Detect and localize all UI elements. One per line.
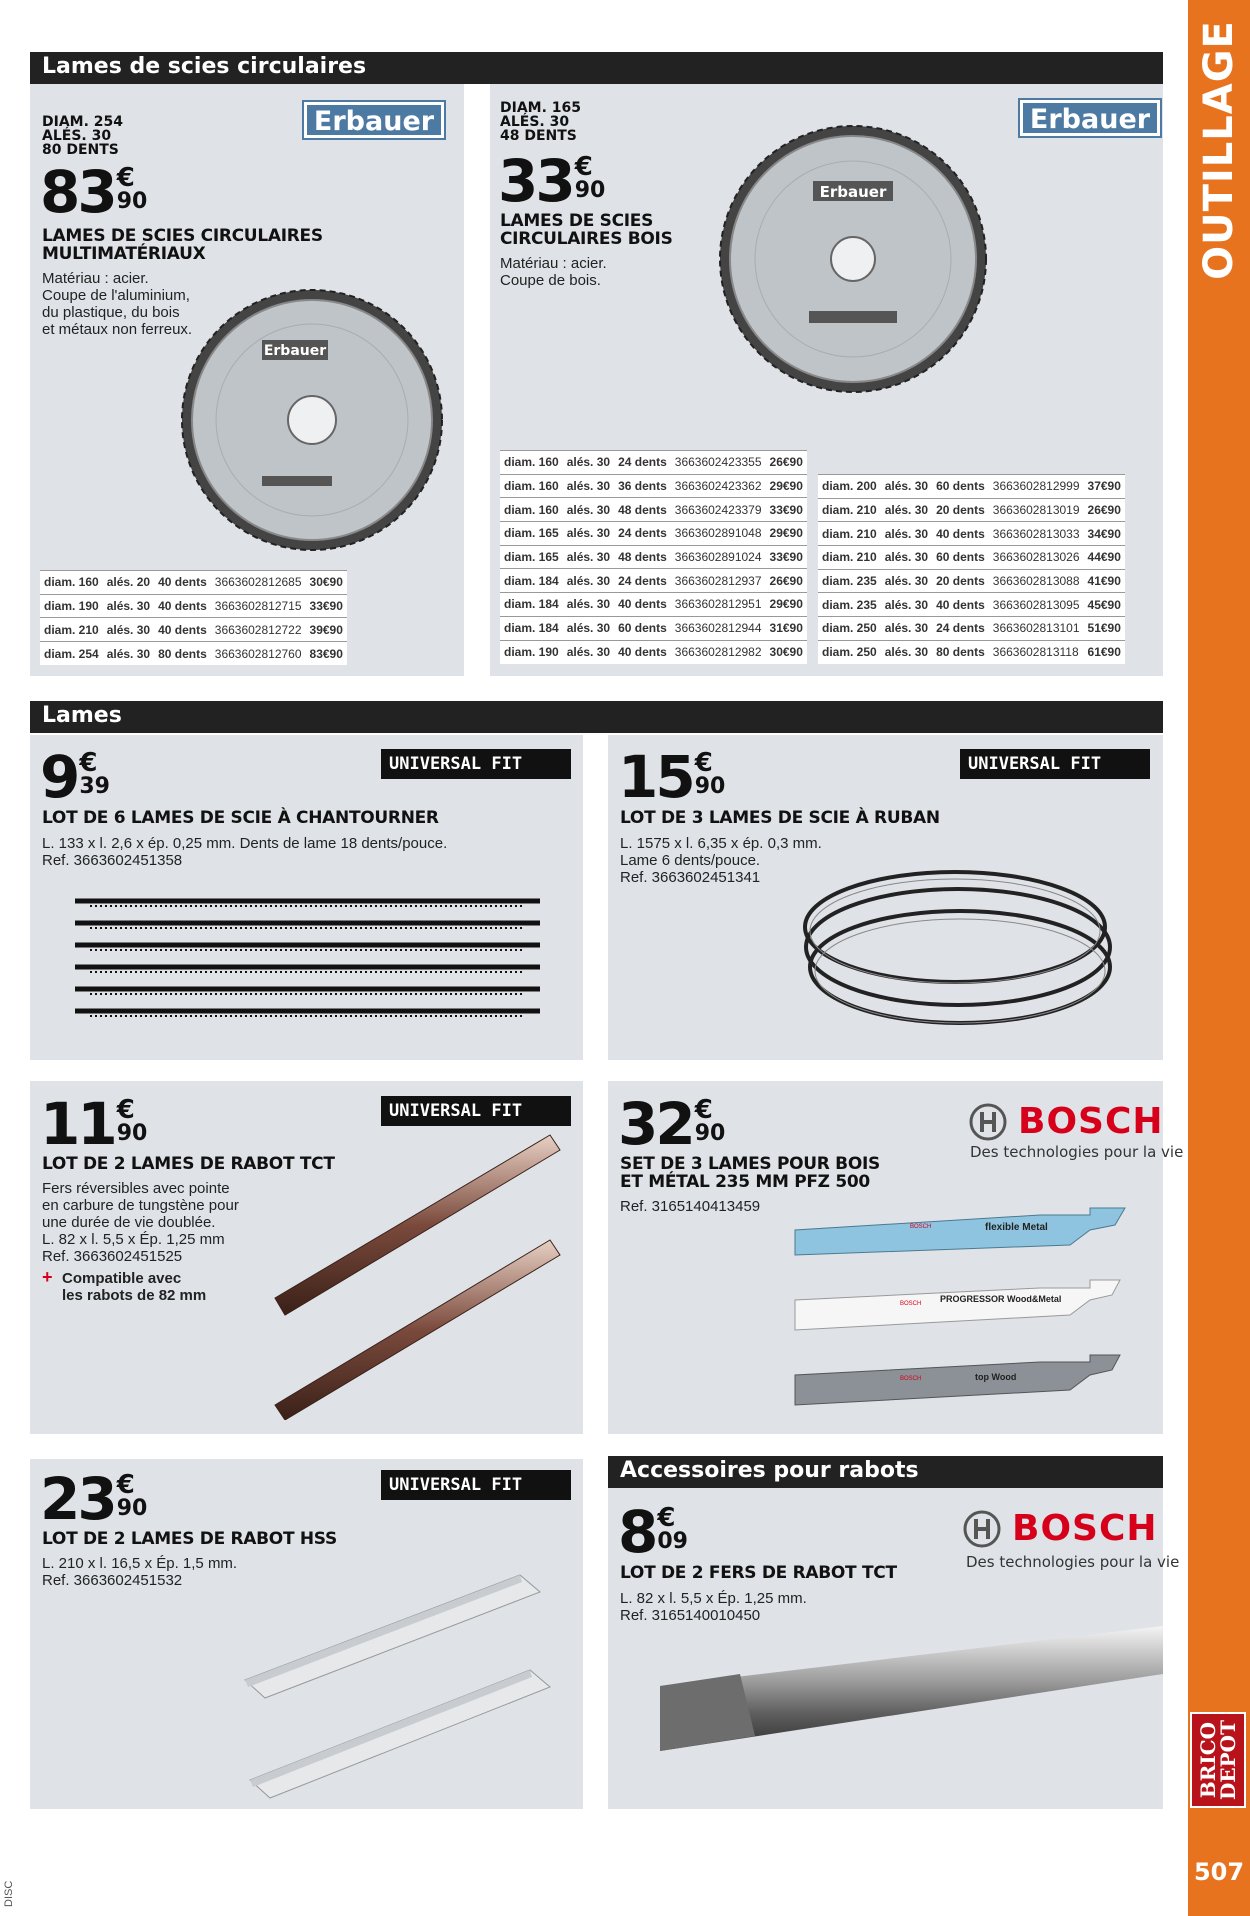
price: 83 € 90 (40, 158, 148, 226)
product-description: Fers réversibles avec pointe en carbure de tungstène pour une durée de vie doublée. L. 82 x l. 5,5 x Ép. 1,25 mm Ref. 3663602451525 (42, 1180, 239, 1265)
price: 33 € 90 (498, 147, 606, 215)
universal-fit-badge: UNIVERSAL FIT (381, 749, 571, 779)
product-title: LOT DE 3 LAMES DE SCIE À RUBAN (620, 808, 940, 828)
saw-blade-image (718, 124, 988, 394)
product-title: LAMES DE SCIES CIRCULAIRES MULTIMATÉRIAUX (42, 226, 323, 264)
bosch-tagline: Des technologies pour la vie (970, 1143, 1184, 1161)
section-header-circular: Lames de scies circulaires (30, 52, 1163, 84)
blade-label: Erbauer (263, 343, 327, 359)
product-spec: DIAM. 254 ALÉS. 30 80 DENTS (42, 114, 124, 158)
size-table (818, 474, 1125, 664)
price: 11 € 90 (40, 1090, 148, 1158)
product-description: L. 1575 x l. 6,35 x ép. 0,3 mm. Lame 6 dents/pouce. Ref. 3663602451341 (620, 835, 822, 886)
bosch-armature-icon (968, 1102, 1008, 1142)
saw-blade-image (180, 288, 444, 552)
price: 15 € 90 (618, 743, 726, 811)
product-title: LOT DE 2 LAMES DE RABOT HSS (42, 1529, 337, 1549)
brico-depot-logo: BRICO DEPOT (1190, 1712, 1246, 1808)
blade-label: Erbauer (819, 183, 887, 201)
table-row: diam. 190 alés. 30 40 dents 3663602812982 30€90 (500, 640, 807, 664)
table-row: diam. 184 alés. 30 24 dents 3663602812937 26€90 (500, 569, 807, 593)
compatibility-note: Compatible avec les rabots de 82 mm (62, 1270, 207, 1304)
bosch-logo: BOSCH (962, 1508, 1158, 1549)
erbauer-logo: Erbauer (304, 102, 444, 138)
erbauer-logo: Erbauer (1020, 100, 1160, 136)
table-row: diam. 160 alés. 20 40 dents 3663602812685 30€90 (40, 571, 347, 595)
section-header-rabots: Accessoires pour rabots (608, 1456, 1163, 1488)
table-row: diam. 160 alés. 30 24 dents 3663602423355 26€90 (500, 451, 807, 475)
plus-icon: + (42, 1267, 53, 1287)
size-table (500, 450, 807, 664)
product-description: Ref. 3165140413459 (620, 1198, 761, 1215)
product-description: L. 133 x l. 2,6 x ép. 0,25 mm. Dents de lame 18 dents/pouce. Ref. 3663602451358 (42, 835, 448, 869)
table-row: diam. 235 alés. 30 20 dents 3663602813088 41€90 (818, 569, 1125, 593)
table-row: diam. 184 alés. 30 60 dents 3663602812944 31€90 (500, 616, 807, 640)
price: 23 € 90 (40, 1465, 148, 1533)
price: 32 € 90 (618, 1090, 726, 1158)
product-title: LOT DE 6 LAMES DE SCIE À CHANTOURNER (42, 808, 439, 828)
category-label: OUTILLAGE (1196, 20, 1242, 280)
table-row: diam. 254 alés. 30 80 dents 3663602812760 83€90 (40, 642, 347, 666)
product-title: LOT DE 2 FERS DE RABOT TCT (620, 1563, 897, 1583)
table-row: diam. 250 alés. 30 80 dents 3663602813118 61€90 (818, 640, 1125, 664)
footer-code: DISC (3, 1880, 15, 1907)
table-row: diam. 165 alés. 30 48 dents 3663602891024 33€90 (500, 545, 807, 569)
side-band (1188, 0, 1250, 1916)
blade-label: flexible Metal (985, 1222, 1048, 1233)
section-header-lames: Lames (30, 701, 1163, 733)
universal-fit-badge: UNIVERSAL FIT (381, 1470, 571, 1500)
tct-planer-irons-image (660, 1626, 1163, 1756)
blade-brand: BOSCH (900, 1301, 922, 1307)
price: 8 € 09 (618, 1498, 688, 1566)
product-title: LAMES DE SCIES CIRCULAIRES BOIS (500, 211, 673, 249)
table-row: diam. 160 alés. 30 36 dents 3663602423362 29€90 (500, 474, 807, 498)
universal-fit-badge: UNIVERSAL FIT (960, 749, 1150, 779)
band-saw-blades-image (790, 855, 1120, 1040)
table-row: diam. 184 alés. 30 40 dents 3663602812951 29€90 (500, 593, 807, 617)
table-row: diam. 235 alés. 30 40 dents 3663602813095 45€90 (818, 593, 1125, 617)
product-description: Matériau : acier. Coupe de l'aluminium, du plastique, du bois et métaux non ferreux. (42, 270, 193, 338)
page-number: 507 (1193, 1858, 1245, 1886)
product-title: LOT DE 2 LAMES DE RABOT TCT (42, 1154, 335, 1174)
product-description: L. 82 x l. 5,5 x Ép. 1,25 mm. Ref. 3165140010450 (620, 1590, 807, 1624)
table-row: diam. 165 alés. 30 24 dents 3663602891048 29€90 (500, 522, 807, 546)
scroll-saw-blades-image (70, 893, 545, 1033)
table-row: diam. 250 alés. 30 24 dents 3663602813101 51€90 (818, 617, 1125, 641)
product-title: SET DE 3 LAMES POUR BOIS ET MÉTAL 235 MM PFZ 500 (620, 1154, 880, 1192)
planer-blades-image (265, 1130, 565, 1420)
table-row: diam. 210 alés. 30 40 dents 3663602812722 39€90 (40, 618, 347, 642)
blade-label: top Wood (975, 1372, 1017, 1382)
blade-brand: BOSCH (900, 1376, 922, 1382)
bosch-tagline: Des technologies pour la vie (966, 1553, 1180, 1571)
product-description: L. 210 x l. 16,5 x Ép. 1,5 mm. Ref. 3663602451532 (42, 1555, 238, 1589)
table-row: diam. 190 alés. 30 40 dents 3663602812715 33€90 (40, 594, 347, 618)
table-row: diam. 160 alés. 30 48 dents 3663602423379 33€90 (500, 498, 807, 522)
jigsaw-blades-image (790, 1200, 1130, 1420)
bosch-armature-icon (962, 1509, 1002, 1549)
universal-fit-badge: UNIVERSAL FIT (381, 1096, 571, 1126)
product-description: Matériau : acier. Coupe de bois. (500, 255, 607, 289)
table-row: diam. 210 alés. 30 40 dents 3663602813033 34€90 (818, 522, 1125, 546)
table-row: diam. 200 alés. 30 60 dents 3663602812999 37€90 (818, 475, 1125, 499)
bosch-logo: BOSCH (968, 1101, 1164, 1142)
blade-brand: BOSCH (910, 1224, 932, 1230)
table-row: diam. 210 alés. 30 20 dents 3663602813019 26€90 (818, 498, 1125, 522)
hss-blades-image (240, 1570, 560, 1800)
table-row: diam. 210 alés. 30 60 dents 3663602813026 44€90 (818, 546, 1125, 570)
blade-label: PROGRESSOR Wood&Metal (940, 1294, 1062, 1304)
price: 9 € 39 (40, 743, 110, 811)
product-spec: DIAM. 165 ALÉS. 30 48 DENTS (500, 100, 582, 144)
size-table (40, 570, 347, 665)
